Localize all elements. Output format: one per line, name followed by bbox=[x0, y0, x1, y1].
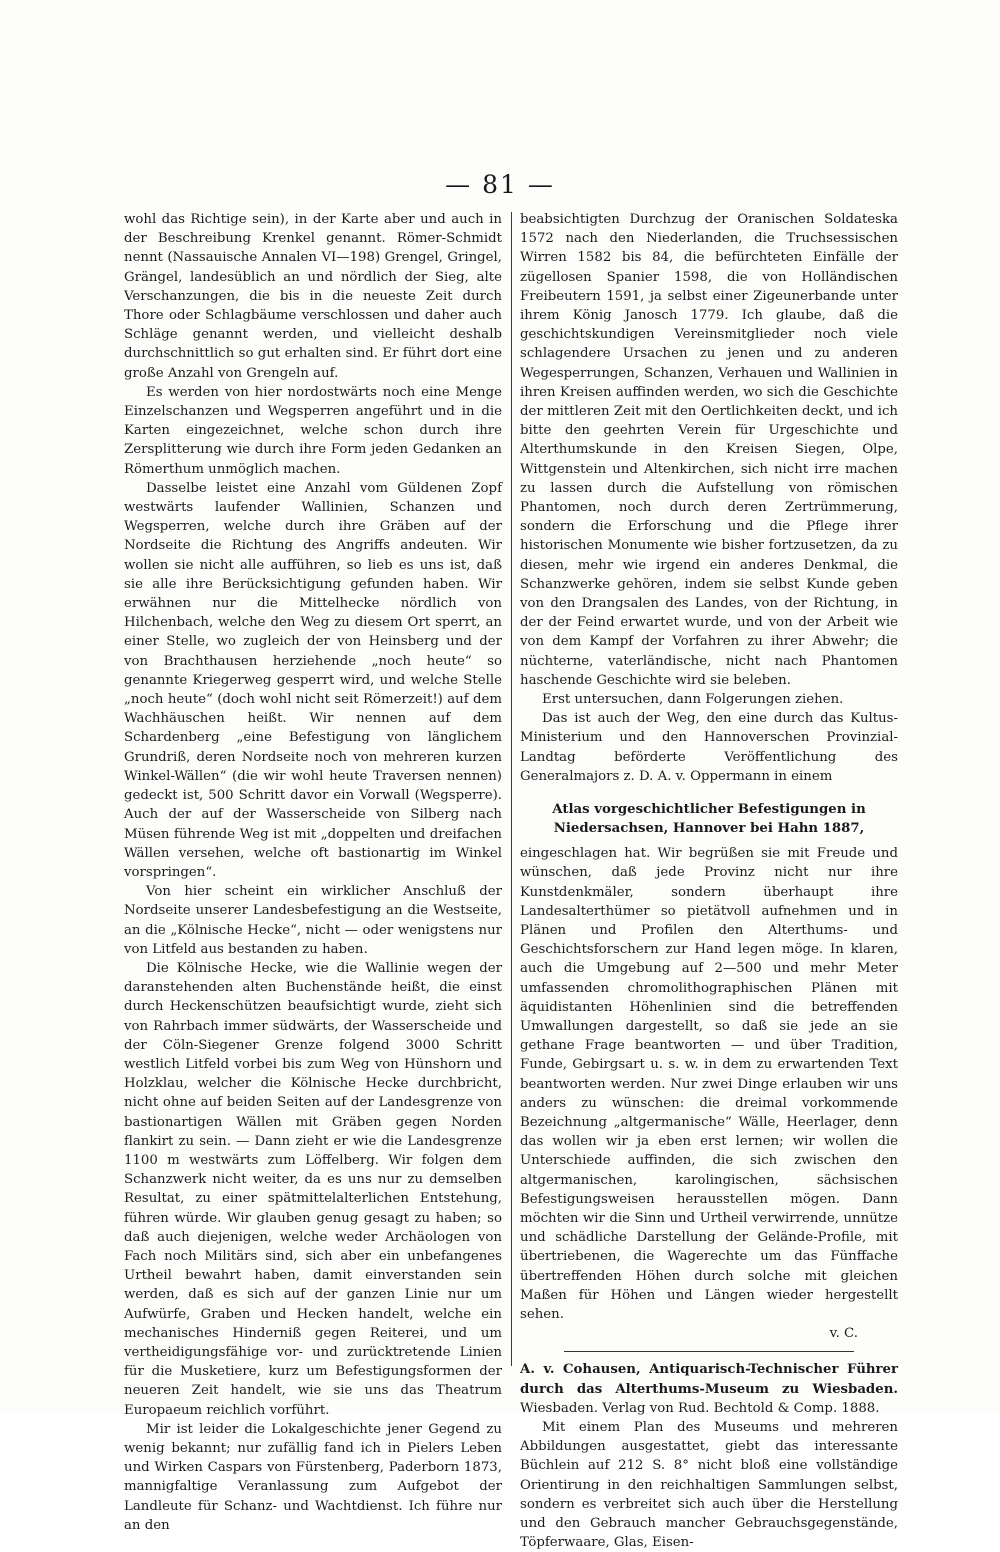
right-column bbox=[520, 210, 898, 1552]
paragraph: eingeschlagen hat. Wir begrüßen sie mit Freude und wünschen, daß jede Provinz nicht nur ihre Kunstdenkmäler, sondern überhaupt ihre Landesalterthümer so pietätvoll aufnehmen und in Plänen und Profilen den Alterthums- und Geschichtsforschern zur Hand legen möge. In klaren, auch die Umgebung auf 2—500 und mehr Meter umfassenden chromolithographischen Plänen mit äquidistanten Höhenlinien sind die betreffenden Umwallungen dargestellt, so daß sie jede an sie gethane Frage beantworten — und über Tradition, Funde, Gebirgsart u. s. w. in dem zu erwartenden Text beantworten werden. Nur zwei Dinge erlauben wir uns anders zu wünschen: die dreimal vorkommende Bezeichnung „altgermanische“ Wälle, Heerlager, denn das wollen wir ja eben erst lernen; wir wollen die Unterschiede auffinden, die sich zwischen den altgermanischen, karolingischen, sächsischen Befestigungsweisen herausstellen mögen. Dann möchten wir die Sinn und Urtheil verwirrende, unnütze und schädliche Darstellung der Gelände-Profile, mit übertriebenen, die Wagerechte um das Fünffache übertreffenden Höhen durch solche mit gleichen Maßen für Höhen und Längen wieder hergestellt sehen. bbox=[520, 846, 898, 1322]
paragraph: beabsichtigten Durchzug der Oranischen Soldateska 1572 nach den Niederlanden, die Truchsessischen Wirren 1582 bis 84, die befürchteten Einfälle der zügellosen Spanier 1598, die von Holländischen Freibeutern 1591, ja selbst einer Zigeunerbande unter ihrem König Janosch 1779. Ich glaube, daß die geschichtskundigen Vereinsmitglieder noch viele schlagendere Ursachen zu jenen und zu anderen Wegesperrungen, Schanzen, Verhauen und Wallinien in ihren Kreisen auffinden werden, wo sich die Geschichte der mittleren Zeit mit den Oertlichkeiten deckt, und ich bitte den geehrten Verein für Urgeschichte und Alterthumskunde in den Kreisen Siegen, Olpe, Wittgenstein und Altenkirchen, sich nicht irre machen zu lassen durch die Aufstellung von römischen Phantomen, noch durch deren Zertrümmerung, sondern die Erforschung und die Pflege ihrer historischen Monumente wie bisher fortzusetzen, da zu diesen, mehr wie irgend ein anderes Denkmal, die Schanzwerke gehören, indem sie selbst Kunde geben von den Drangsalen des Landes, von der Richtung, in der der Feind erwartet wurde, und von der Arbeit wie von dem Kampf der Vorfahren zu ihrer Abwehr; die nüchterne, vaterländische, nicht nach Phantomen haschende Geschichte wird sie beleben. bbox=[520, 212, 898, 688]
book-title-atlas: Atlas vorgeschichtlicher Befestigungen in Niedersachsen, Hannover bei Hahn 1887, bbox=[552, 802, 866, 837]
book-entry-cohausen bbox=[520, 1360, 898, 1418]
paragraph: Erst untersuchen, dann Folgerungen ziehen. bbox=[542, 692, 844, 708]
page-number: — 81 — bbox=[445, 170, 555, 199]
paragraph: Mir ist leider die Lokalgeschichte jener Gegend zu wenig bekannt; nur zufällig fand ich in Pielers Leben und Wirken Caspars von Fürstenberg, Paderborn 1873, mannigfaltige Veranlassung zum Aufgebot der Landleute für Schanz- und Wachtdienst. Ich führe nur an den bbox=[124, 1421, 502, 1533]
section-rule bbox=[564, 1351, 854, 1352]
column-divider bbox=[511, 212, 512, 1366]
review-signature: v. C. bbox=[829, 1326, 858, 1342]
left-column bbox=[124, 210, 502, 1535]
book-publisher: Wiesbaden. Verlag von Rud. Bechtold & Comp. 1888. bbox=[520, 1400, 880, 1416]
paragraph: Dasselbe leistet eine Anzahl vom Güldenen Zopf westwärts laufender Wallinien, Schanzen und Wegsperren, welche durch ihre Gräben auf der Nordseite die Richtung des Angriffs andeuten. Wir wollen sie nicht alle aufführen, so lieb es uns ist, daß sie alle ihre Berücksichtigung gefunden haben. Wir erwähnen nur die Mittelhecke nördlich von Hilchenbach, welche den Weg zu diesem Ort sperrt, an einer Stelle, wo zugleich der von Heinsberg und der von Brachthausen herziehende „noch heute“ so genannte Kriegerweg gesperrt wird, und welche Stelle „noch heute“ (doch wohl nicht seit Römerzeit!) auf dem Wachhäuschen heißt. Wir nennen auf dem Schardenberg „eine Befestigung von länglichem Grundriß, deren Nordseite noch von mehreren kurzen Winkel-Wällen“ (die wir wohl heute Traversen nennen) gedeckt ist, 500 Schritt davor ein Vorwall (Wegsperre). Auch der auf der Wasserscheide von Silberg nach Müsen führende Weg ist mit „doppelten und dreifachen Wällen versehen, welche oft bastionartig im Winkel vorspringen“. bbox=[124, 480, 502, 880]
paragraph: Von hier scheint ein wirklicher Anschluß der Nordseite unserer Landesbefestigung an die Westseite, an die „Kölnische Hecke“, nicht — oder wenigstens nur von Litfeld aus bestanden zu haben. bbox=[124, 884, 502, 957]
paragraph: Es werden von hier nordostwärts noch eine Menge Einzelschanzen und Wegsperren angeführt und in die Karten eingezeichnet, welche schon durch ihre Zersplitterung wie durch ihre Form jeden Gedanken an Römerthum unmöglich machen. bbox=[124, 384, 502, 477]
paragraph: Die Kölnische Hecke, wie die Wallinie wegen der daranstehenden alten Buchenstände heißt, die einst durch Heckenschützen beaufsichtigt wurde, zieht sich von Rahrbach immer südwärts, der Wasserscheide und der Cöln-Siegener Grenze folgend 3000 Schritt westlich Litfeld vorbei bis zum Weg von Hünshorn und Holzklau, welcher die Kölnische Hecke durchbricht, nicht ohne auf beiden Seiten auf der Landesgrenze von bastionartigen Wällen mit Gräben gegen Norden flankirt zu sein. — Dann zieht er wie die Landesgrenze 1100 m westwärts zum Löffelberg. Wir folgen dem Schanzwerk nicht weiter, da es uns nur zu demselben Resultat, zu einer spätmittelalterlichen Entstehung, führen würde. Wir glauben genug gesagt zu haben; so daß auch diejenigen, welche weder Archäologen von Fach noch Militärs sind, sich aber ein unbefangenes Urtheil bewahrt haben, damit einverstanden sein werden, daß es sich auf der ganzen Linie nur um Aufwürfe, Graben und Hecken handelt, welche ein mechanisches Hinderniß gegen Reiterei, und um vertheidigungsfähige vor- und zurücktretende Linien für die Musketiere, kurz um Befestigungsformen der neueren Zeit handelt, wie sie uns das Theatrum Europaeum reichlich vorführt. bbox=[124, 960, 502, 1418]
paragraph: wohl das Richtige sein), in der Karte aber und auch in der Beschreibung Krenkel genannt. Römer-Schmidt nennt (Nassauische Annalen VI—198) Grengel, Gringel, Grängel, landesüblich an und nördlich der Sieg, alte Verschanzungen, die bis in die neueste Zeit durch Thore oder Schlagbäume verschlossen und daher auch Schläge genannt werden, und vielleicht deshalb durchschnittlich so gut erhalten sind. Er führt dort eine große Anzahl von Grengeln auf. bbox=[124, 212, 502, 381]
paragraph: Mit einem Plan des Museums und mehreren Abbildungen ausgestattet, giebt das interessante Büchlein auf 212 S. 8° nicht bloß eine vollständige Orientirung in den reichhaltigen Sammlungen selbst, sondern es verbreitet sich auch über die Herstellung und den Gebrauch mancher Gebrauchsgegenstände, Töpferwaare, Glas, Eisen- bbox=[520, 1419, 898, 1551]
paragraph: Das ist auch der Weg, den eine durch das Kultus-Ministerium und den Hannoverschen Provinzial-Landtag beförderte Veröffentlichung des Generalmajors z. D. A. v. Oppermann in einem bbox=[520, 711, 898, 784]
book-title-cohausen: A. v. Cohausen, Antiquarisch-Technischer Führer durch das Alterthums-Museum zu Wiesbaden. bbox=[520, 1362, 898, 1397]
